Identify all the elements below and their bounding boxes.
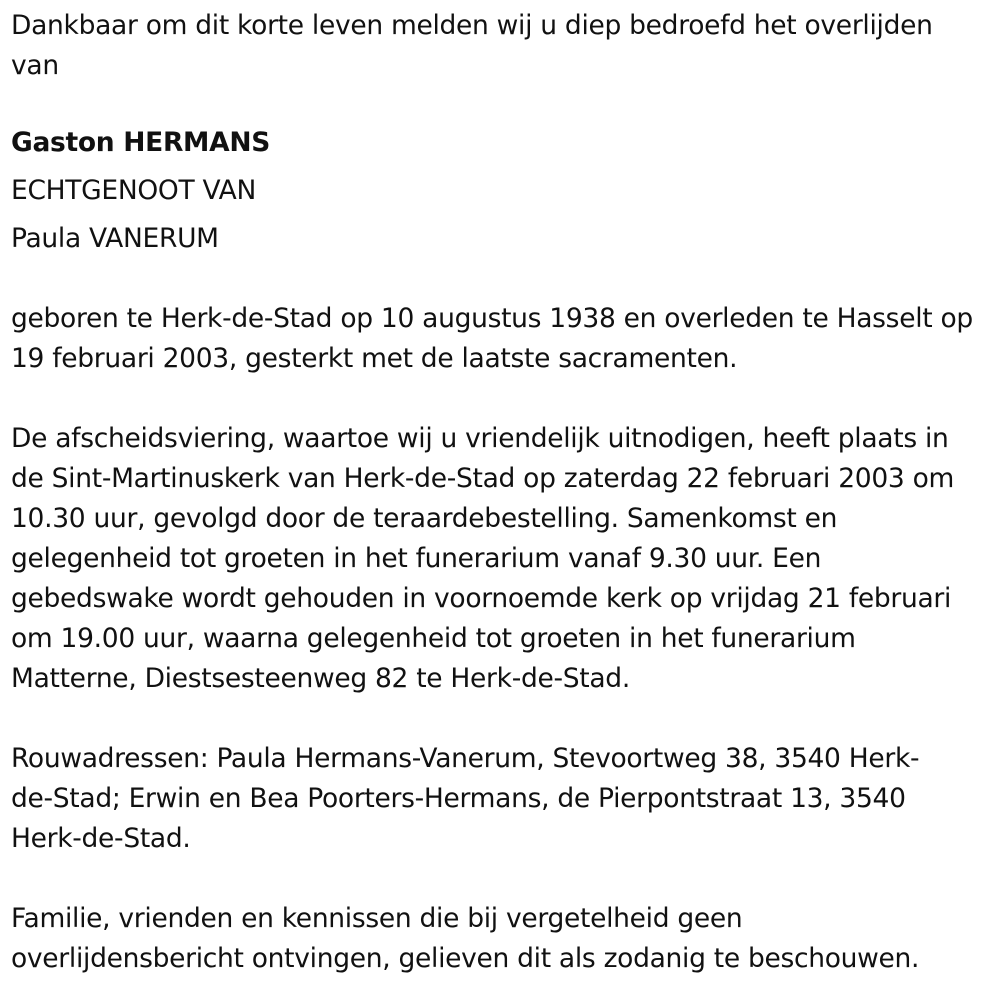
spouse-name: Paula VANERUM <box>11 223 219 254</box>
relation-label: ECHTGENOOT VAN <box>11 175 256 206</box>
closing-text: Familie, vrienden en kennissen die bij vergetelheid geen overlijdensbericht ontvingen, gelieven dit als zodanig te beschouwen. <box>11 903 920 974</box>
intro-text: Dankbaar om dit korte leven melden wij u diep bedroefd het overlijden van <box>11 10 933 81</box>
spacer <box>11 379 1000 419</box>
spacer <box>11 859 1000 899</box>
addresses-text: Rouwadressen: Paula Hermans-Vanerum, Stevoortweg 38, 3540 Herk-de-Stad; Erwin en Bea Poorters-Hermans, de Pierpontstraat 13, 3540 Herk-de-Stad. <box>11 743 920 854</box>
spacer <box>11 699 1000 739</box>
deceased-name: Gaston HERMANS <box>11 127 271 158</box>
spacer <box>11 86 1000 119</box>
spacer <box>11 263 1000 299</box>
birth-death-text: geboren te Herk-de-Stad op 10 augustus 1938 en overleden te Hasselt op 19 februari 2003, gesterkt met de laatste sacramenten. <box>11 303 973 374</box>
ceremony-text: De afscheidsviering, waartoe wij u vriendelijk uitnodigen, heeft plaats in de Sint-Martinuskerk van Herk-de-Stad op zaterdag 22 februari 2003 om 10.30 uur, gevolgd door de teraardebestelling. Samenkomst en gelegenheid tot groeten in het funerarium vanaf 9.30 uur. Een gebedswake wordt gehouden in voornoemde kerk op vrijdag 21 februari om 19.00 uur, waarna gelegenheid tot groeten in het funerarium Matterne, Diestsesteenweg 82 te Herk-de-Stad. <box>11 423 954 694</box>
deceased-block <box>11 119 1000 263</box>
